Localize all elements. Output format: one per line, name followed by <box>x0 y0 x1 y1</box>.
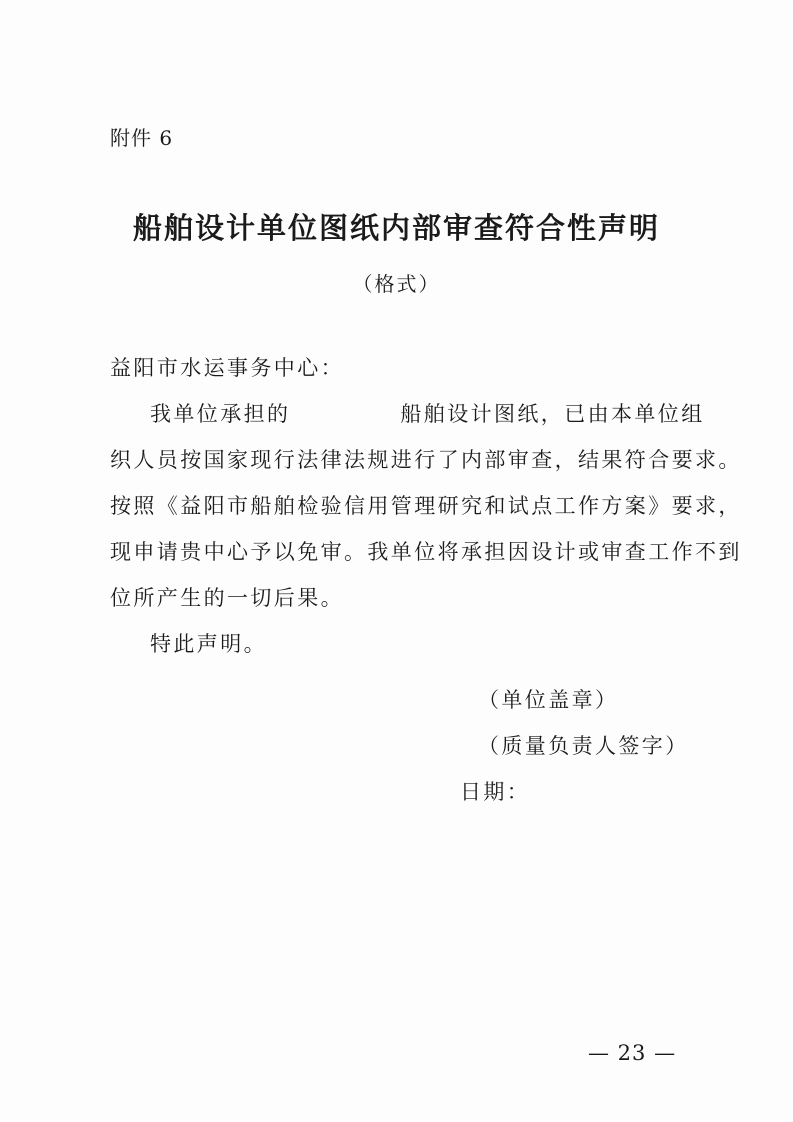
closing-statement: 特此声明。 <box>150 632 267 656</box>
body-line-1-after: 船舶设计图纸，已由本单位组 <box>400 402 705 426</box>
page-number: — 23 — <box>588 1041 677 1065</box>
body-line-1-before: 我单位承担的 <box>150 402 291 426</box>
document-title: 船舶设计单位图纸内部审查符合性声明 <box>132 211 660 245</box>
body-line-4: 现申请贵中心予以免审。我单位将承担因设计或审查工作不到 <box>110 540 742 564</box>
signature-label: （质量负责人签字） <box>478 734 689 758</box>
body-line-2: 织人员按国家现行法律法规进行了内部审查，结果符合要求。 <box>110 448 742 472</box>
seal-label: （单位盖章） <box>478 688 619 712</box>
body-line-5: 位所产生的一切后果。 <box>110 586 344 610</box>
addressee: 益阳市水运事务中心： <box>110 356 344 380</box>
document-subtitle: （格式） <box>352 272 441 296</box>
attachment-label: 附件 6 <box>110 126 174 150</box>
body-line-1 <box>150 398 705 428</box>
date-label: 日期： <box>460 780 531 804</box>
body-line-3: 按照《益阳市船舶检验信用管理研究和试点工作方案》要求， <box>110 494 742 518</box>
